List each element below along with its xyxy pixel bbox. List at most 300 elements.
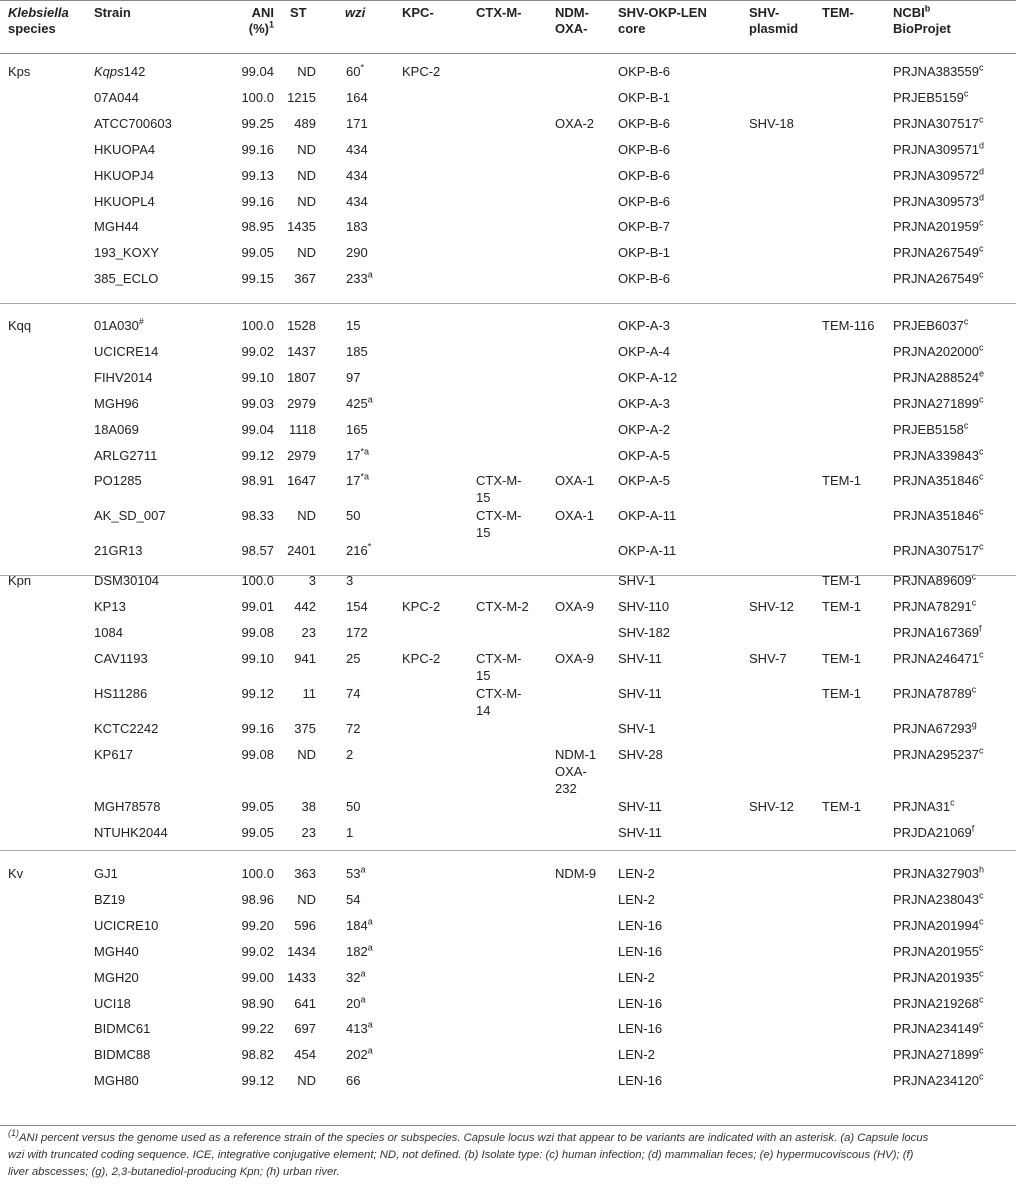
st-cell: 641 (294, 995, 316, 1011)
tem-cell: TEM-1 (822, 798, 861, 814)
ndm-cell (555, 472, 594, 489)
strain-cell (94, 317, 144, 334)
ncbi-value: PRJDA21069 (893, 824, 972, 840)
shv-core-cell: SHV-11 (618, 798, 662, 814)
ani-cell: 99.12 (241, 447, 274, 463)
header-ncbi: NCBI$^b$ BioProjet (893, 3, 951, 36)
ncbi-value: PRJNA295237 (893, 746, 979, 762)
wzi-cell (346, 824, 353, 841)
ncbi-note: c (971, 684, 977, 695)
tem-cell: TEM-1 (822, 473, 861, 489)
st-cell: 442 (294, 598, 316, 614)
wzi-cell (346, 167, 368, 184)
ndm-value: NDM-1 (555, 746, 597, 762)
wzi-value: 54 (346, 891, 361, 907)
wzi-note: a (360, 864, 366, 875)
wzi-note: a (360, 994, 366, 1005)
ctx-value-cont: 15 (476, 490, 491, 506)
shv-core-cell: OKP-A-11 (618, 508, 677, 524)
ctx-value: CTX-M-2 (476, 598, 529, 614)
wzi-cell (346, 141, 368, 158)
st-cell: 489 (294, 115, 316, 131)
st-cell: 454 (294, 1047, 316, 1063)
table-row (0, 343, 1016, 369)
shv-core-cell: LEN-2 (618, 891, 655, 907)
header-st: ST (290, 5, 307, 20)
ani-cell: 99.02 (241, 943, 274, 959)
ncbi-value: PRJNA309571 (893, 141, 979, 157)
wzi-value: 66 (346, 1073, 361, 1089)
st-cell: 1118 (289, 421, 316, 437)
wzi-value: 53 (346, 866, 361, 881)
table-row (0, 798, 1016, 824)
strain-cell (94, 343, 158, 360)
ncbi-cell (893, 624, 982, 641)
ndm-cell (555, 746, 596, 797)
ncbi-cell (893, 447, 984, 464)
shv-core-cell: OKP-B-6 (618, 193, 671, 209)
ani-cell: 99.16 (241, 141, 274, 157)
wzi-value: 2 (346, 746, 354, 762)
ctx-value-cont: 15 (476, 525, 491, 541)
ani-cell: 98.95 (241, 219, 274, 235)
strain-value: GJ1 (94, 866, 118, 881)
shv-core-cell: OKP-B-6 (618, 64, 671, 79)
wzi-note: a (367, 394, 373, 405)
strain-value: 21GR13 (94, 543, 143, 559)
shv-plasmid-cell: SHV-18 (749, 115, 794, 131)
ncbi-note: c (979, 446, 984, 457)
st-cell: 38 (301, 798, 316, 814)
wzi-value: 164 (346, 89, 368, 105)
ani-cell: 99.05 (241, 245, 274, 261)
ctx-value: CTX-M- (476, 473, 522, 489)
ani-cell: 98.90 (241, 995, 274, 1011)
ncbi-value: PRJNA246471 (893, 650, 979, 666)
wzi-value: 50 (346, 508, 361, 524)
strain-cell (94, 218, 139, 235)
shv-core-cell: OKP-B-6 (618, 167, 671, 183)
tem-cell: TEM-116 (822, 318, 875, 333)
ncbi-note: g (971, 719, 977, 730)
st-cell: ND (297, 245, 316, 261)
st-cell: 1647 (287, 473, 316, 489)
table-row (0, 685, 1016, 720)
table-row (0, 650, 1016, 685)
ctx-value-cont: 15 (476, 667, 491, 683)
ncbi-note: c (971, 597, 977, 608)
ncbi-note: e (979, 368, 985, 379)
ncbi-note: c (979, 968, 984, 979)
shv-core-cell: OKP-B-7 (618, 219, 671, 235)
strain-cell (94, 507, 166, 524)
ctx-value: CTX-M- (476, 650, 522, 666)
shv-core-cell: OKP-A-4 (618, 343, 671, 359)
wzi-cell (346, 270, 373, 287)
wzi-cell (346, 624, 368, 641)
strain-cell (94, 63, 145, 80)
st-cell: ND (297, 508, 316, 524)
shv-core-cell: OKP-B-6 (618, 141, 671, 157)
strain-cell (94, 969, 139, 986)
strain-cell (94, 685, 147, 702)
strain-cell (94, 167, 154, 184)
ncbi-cell (893, 193, 984, 210)
strain-cell (94, 369, 153, 386)
strain-value: HKUOPA4 (94, 141, 156, 157)
ncbi-note: c (950, 797, 955, 808)
ncbi-value: PRJNA202000 (893, 343, 979, 359)
ncbi-cell (893, 141, 984, 158)
shv-core-cell: SHV-11 (618, 824, 662, 840)
strain-value: CAV1193 (94, 650, 148, 666)
ctx-cell (476, 685, 522, 719)
strain-cell (94, 720, 158, 737)
wzi-note: *a (360, 446, 369, 457)
table-row (0, 542, 1016, 568)
ncbi-cell (893, 995, 984, 1012)
ncbi-cell (893, 167, 984, 184)
ani-cell: 99.16 (241, 193, 274, 209)
strain-cell (94, 943, 139, 960)
header-shv-core: SHV-OKP-LEN core (618, 5, 707, 36)
ncbi-note: f (971, 823, 975, 834)
table-row (0, 1072, 1016, 1098)
ndm-value: OXA-2 (555, 115, 595, 131)
ncbi-cell (893, 542, 984, 559)
ani-cell: 99.08 (241, 746, 274, 762)
ncbi-note: c (979, 342, 984, 353)
ncbi-note: c (963, 88, 969, 99)
ctx-cell (476, 650, 522, 684)
ncbi-cell (893, 218, 984, 235)
ncbi-value: PRJNA307517 (893, 543, 979, 559)
table-row (0, 917, 1016, 943)
strain-value: BIDMC88 (94, 1047, 151, 1063)
shv-core-cell: SHV-11 (618, 650, 662, 666)
strain-cell (94, 650, 148, 667)
strain-cell (94, 472, 142, 489)
header-ctxm: CTX-M- (476, 5, 522, 20)
shv-core-cell: LEN-2 (618, 969, 655, 985)
strain-value: 07A044 (94, 89, 139, 105)
ncbi-note: c (979, 507, 984, 518)
strain-value: BIDMC61 (94, 1021, 151, 1037)
table-row (0, 369, 1016, 395)
wzi-value: 184 (346, 917, 368, 933)
kpc-cell: KPC-2 (402, 598, 441, 614)
strain-value: MGH40 (94, 943, 139, 959)
strain-cell (94, 798, 160, 815)
wzi-cell (346, 969, 365, 986)
ani-cell: 99.04 (241, 421, 274, 437)
wzi-cell (346, 472, 369, 489)
ncbi-value: PRJNA234120 (893, 1073, 979, 1089)
ncbi-value: PRJNA271899 (893, 1047, 979, 1063)
wzi-value: 290 (346, 245, 368, 261)
ncbi-value: PRJNA327903 (893, 866, 979, 881)
shv-core-cell: OKP-B-1 (618, 89, 671, 105)
shv-core-cell: OKP-A-11 (618, 543, 677, 559)
header-species: Klebsiella species (8, 5, 69, 36)
shv-core-cell: OKP-A-2 (618, 421, 671, 437)
ncbi-note: c (979, 1071, 984, 1082)
strain-value: DSM30104 (94, 573, 160, 588)
ncbi-cell (893, 685, 976, 702)
header-shv-plasmid: SHV- plasmid (749, 5, 799, 36)
wzi-value: 165 (346, 421, 368, 437)
ncbi-cell (893, 891, 984, 908)
strain-cell (94, 824, 168, 841)
table-row (0, 995, 1016, 1021)
ani-cell: 99.16 (241, 720, 274, 736)
wzi-note: a (367, 269, 373, 280)
ncbi-note: f (979, 623, 982, 634)
wzi-cell (346, 343, 368, 360)
table-row (0, 244, 1016, 270)
wzi-note: *a (360, 472, 369, 483)
ani-cell: 99.15 (241, 271, 274, 287)
ctx-value-cont: 14 (476, 702, 491, 718)
ani-cell: 99.08 (241, 624, 274, 640)
wzi-cell (346, 218, 368, 235)
st-cell: ND (297, 141, 316, 157)
ncbi-note: c (979, 1045, 984, 1056)
ani-cell: 99.10 (241, 650, 274, 666)
wzi-cell (346, 720, 360, 737)
wzi-cell (346, 369, 360, 386)
shv-plasmid-cell: SHV-7 (749, 650, 787, 666)
strain-value: 1084 (94, 624, 123, 640)
strain-value: MGH80 (94, 1073, 139, 1089)
strain-value: MGH20 (94, 969, 139, 985)
ani-cell: 99.00 (241, 969, 274, 985)
ncbi-value: PRJNA271899 (893, 395, 979, 411)
strain-value: FIHV2014 (94, 369, 153, 385)
strain-cell (94, 115, 172, 132)
species-label: Kqq (8, 318, 32, 333)
wzi-cell (346, 1072, 360, 1089)
st-cell: 11 (302, 685, 316, 701)
table-row (0, 395, 1016, 421)
ani-cell: 99.01 (241, 598, 274, 614)
strain-cell (94, 244, 159, 261)
st-cell: 941 (294, 650, 316, 666)
wzi-value: 97 (346, 369, 361, 385)
st-cell: 2401 (287, 543, 316, 559)
st-cell: 2979 (287, 447, 316, 463)
st-cell: ND (297, 167, 316, 183)
ndm-cell (555, 650, 594, 667)
wzi-cell (346, 891, 360, 908)
ncbi-note: c (971, 571, 977, 582)
shv-plasmid-cell: SHV-12 (749, 598, 794, 614)
shv-core-cell: LEN-16 (618, 943, 663, 959)
ncbi-value: PRJNA78789 (893, 685, 972, 701)
strain-value: MGH44 (94, 219, 139, 235)
ncbi-value: PRJNA288524 (893, 369, 979, 385)
ndm-cell (555, 865, 596, 882)
tem-cell: TEM-1 (822, 573, 861, 588)
table-row (0, 141, 1016, 167)
table-bottom-rule (0, 1125, 1016, 1126)
strain-value: PO1285 (94, 473, 142, 489)
ncbi-value: PRJNA351846 (893, 473, 979, 489)
ncbi-cell (893, 746, 984, 763)
strain-value: UCI18 (94, 995, 131, 1011)
table-row (0, 317, 1016, 343)
species-label: Kps (8, 64, 31, 79)
wzi-value: 182 (346, 943, 368, 959)
ncbi-note: c (963, 316, 969, 327)
ctx-value: CTX-M- (476, 685, 522, 701)
ncbi-cell (893, 472, 984, 489)
ncbi-value: PRJNA267549 (893, 245, 979, 261)
shv-core-cell: OKP-A-3 (618, 318, 671, 333)
ncbi-value: PRJNA201935 (893, 969, 979, 985)
ncbi-note: h (979, 864, 985, 875)
strain-value: HKUOPL4 (94, 193, 155, 209)
shv-core-cell: LEN-16 (618, 1073, 663, 1089)
wzi-note: * (360, 62, 364, 73)
ncbi-cell (893, 969, 984, 986)
ncbi-note: c (979, 394, 984, 405)
table-row (0, 598, 1016, 624)
st-cell: ND (297, 64, 316, 79)
shv-core-cell: LEN-2 (618, 1047, 655, 1063)
group-separator (0, 575, 1016, 576)
ncbi-note: d (979, 166, 985, 177)
wzi-cell (346, 865, 365, 882)
strain-cell (94, 1020, 150, 1037)
shv-plasmid-cell: SHV-12 (749, 798, 794, 814)
ani-cell: 99.04 (241, 64, 274, 79)
st-cell: ND (297, 1073, 316, 1089)
ctx-cell (476, 507, 522, 541)
ncbi-value: PRJEB5158 (893, 421, 964, 437)
wzi-value: 216 (346, 543, 368, 559)
shv-core-cell: SHV-182 (618, 624, 671, 640)
strain-value: UCICRE10 (94, 917, 159, 933)
shv-core-cell: OKP-A-12 (618, 369, 678, 385)
wzi-note: a (367, 1020, 373, 1031)
ani-cell: 99.12 (241, 685, 274, 701)
ncbi-value: PRJNA67293 (893, 720, 972, 736)
table-row (0, 447, 1016, 473)
ncbi-value: PRJNA267549 (893, 271, 979, 287)
table-footnote: $^{(1)}$ANI percent versus the genome used as a reference strain of the species or subspecies. Capsule locus wzi that appear to be variants are indicated with an asterisk. (a) Capsule locus wzi with truncated coding sequence. ICE, integrative conjugative element; ND, not defined. (b) Isolate type: (c) human infection; (d) mammalian feces; (e) hypermucoviscous (HV); (f) liver abscesses; (g), 2,3-butanediol-producing Kpn; (h) urban river. (8, 1128, 929, 1178)
strain-cell (94, 917, 158, 934)
ncbi-note: c (963, 420, 969, 431)
wzi-cell (346, 650, 360, 667)
wzi-cell (346, 1020, 373, 1037)
ani-cell: 99.13 (241, 167, 274, 183)
strain-value: HS11286 (94, 685, 148, 701)
ncbi-value: PRJNA238043 (893, 891, 979, 907)
ctx-cell (476, 472, 522, 506)
ncbi-note: c (979, 542, 984, 553)
ncbi-cell (893, 598, 976, 615)
table-row (0, 421, 1016, 447)
wzi-value: 434 (346, 141, 368, 157)
ncbi-cell (893, 943, 984, 960)
wzi-cell (346, 598, 368, 615)
header-kpc: KPC- (402, 5, 434, 20)
ncbi-value: PRJNA167369 (893, 624, 979, 640)
strain-value: 01A030 (94, 318, 139, 333)
strain-value: KCTC2242 (94, 720, 159, 736)
ncbi-note: c (979, 942, 984, 953)
table-row (0, 218, 1016, 244)
ncbi-note: d (979, 140, 985, 151)
ncbi-cell (893, 395, 984, 412)
st-cell: 367 (294, 271, 316, 287)
wzi-cell (346, 317, 360, 334)
shv-core-cell: OKP-A-5 (618, 447, 671, 463)
strain-cell (94, 542, 142, 559)
ncbi-cell (893, 1046, 984, 1063)
table-row (0, 472, 1016, 507)
ncbi-value: PRJNA383559 (893, 64, 979, 79)
st-cell: ND (297, 193, 316, 209)
wzi-cell (346, 542, 371, 559)
wzi-cell (346, 447, 369, 464)
strain-value: BZ19 (94, 891, 126, 907)
wzi-cell (346, 395, 373, 412)
ncbi-cell (893, 369, 984, 386)
wzi-value: 202 (346, 1047, 368, 1063)
shv-core-cell: SHV-28 (618, 746, 663, 762)
ndm-value-2: OXA- (555, 763, 587, 779)
group-separator (0, 303, 1016, 304)
wzi-note: a (367, 916, 373, 927)
strain-value: MGH96 (94, 395, 139, 411)
kpc-cell: KPC-2 (402, 650, 441, 666)
wzi-value: 172 (346, 624, 368, 640)
wzi-cell (346, 507, 360, 524)
shv-core-cell: LEN-16 (618, 1021, 663, 1037)
strain-rest: 142 (123, 64, 146, 79)
ndm-value: NDM-9 (555, 866, 597, 881)
ncbi-value: PRJNA307517 (893, 115, 979, 131)
table-row (0, 891, 1016, 917)
st-cell: 23 (301, 624, 316, 640)
ncbi-cell (893, 865, 984, 882)
wzi-value: 233 (346, 271, 368, 287)
table-header (0, 0, 1016, 54)
ncbi-note: d (979, 192, 985, 203)
ncbi-note: c (979, 114, 984, 125)
shv-core-cell: OKP-B-1 (618, 245, 671, 261)
wzi-cell (346, 115, 368, 132)
strain-cell (94, 1046, 150, 1063)
tem-cell: TEM-1 (822, 598, 861, 614)
strain-value: 18A069 (94, 421, 139, 437)
wzi-value: 60 (346, 64, 361, 79)
ncbi-note: c (979, 269, 984, 280)
st-cell: 1433 (287, 969, 316, 985)
shv-core-cell: SHV-1 (618, 720, 656, 736)
ncbi-cell (893, 1020, 984, 1037)
table-row (0, 969, 1016, 995)
shv-core-cell: SHV-110 (618, 598, 670, 614)
strain-cell (94, 270, 158, 287)
table-row (0, 507, 1016, 542)
shv-core-cell: OKP-B-6 (618, 115, 671, 131)
ctx-value: CTX-M- (476, 508, 522, 524)
strain-value: 385_ECLO (94, 271, 159, 287)
strain-value: ARLG2711 (94, 447, 158, 463)
